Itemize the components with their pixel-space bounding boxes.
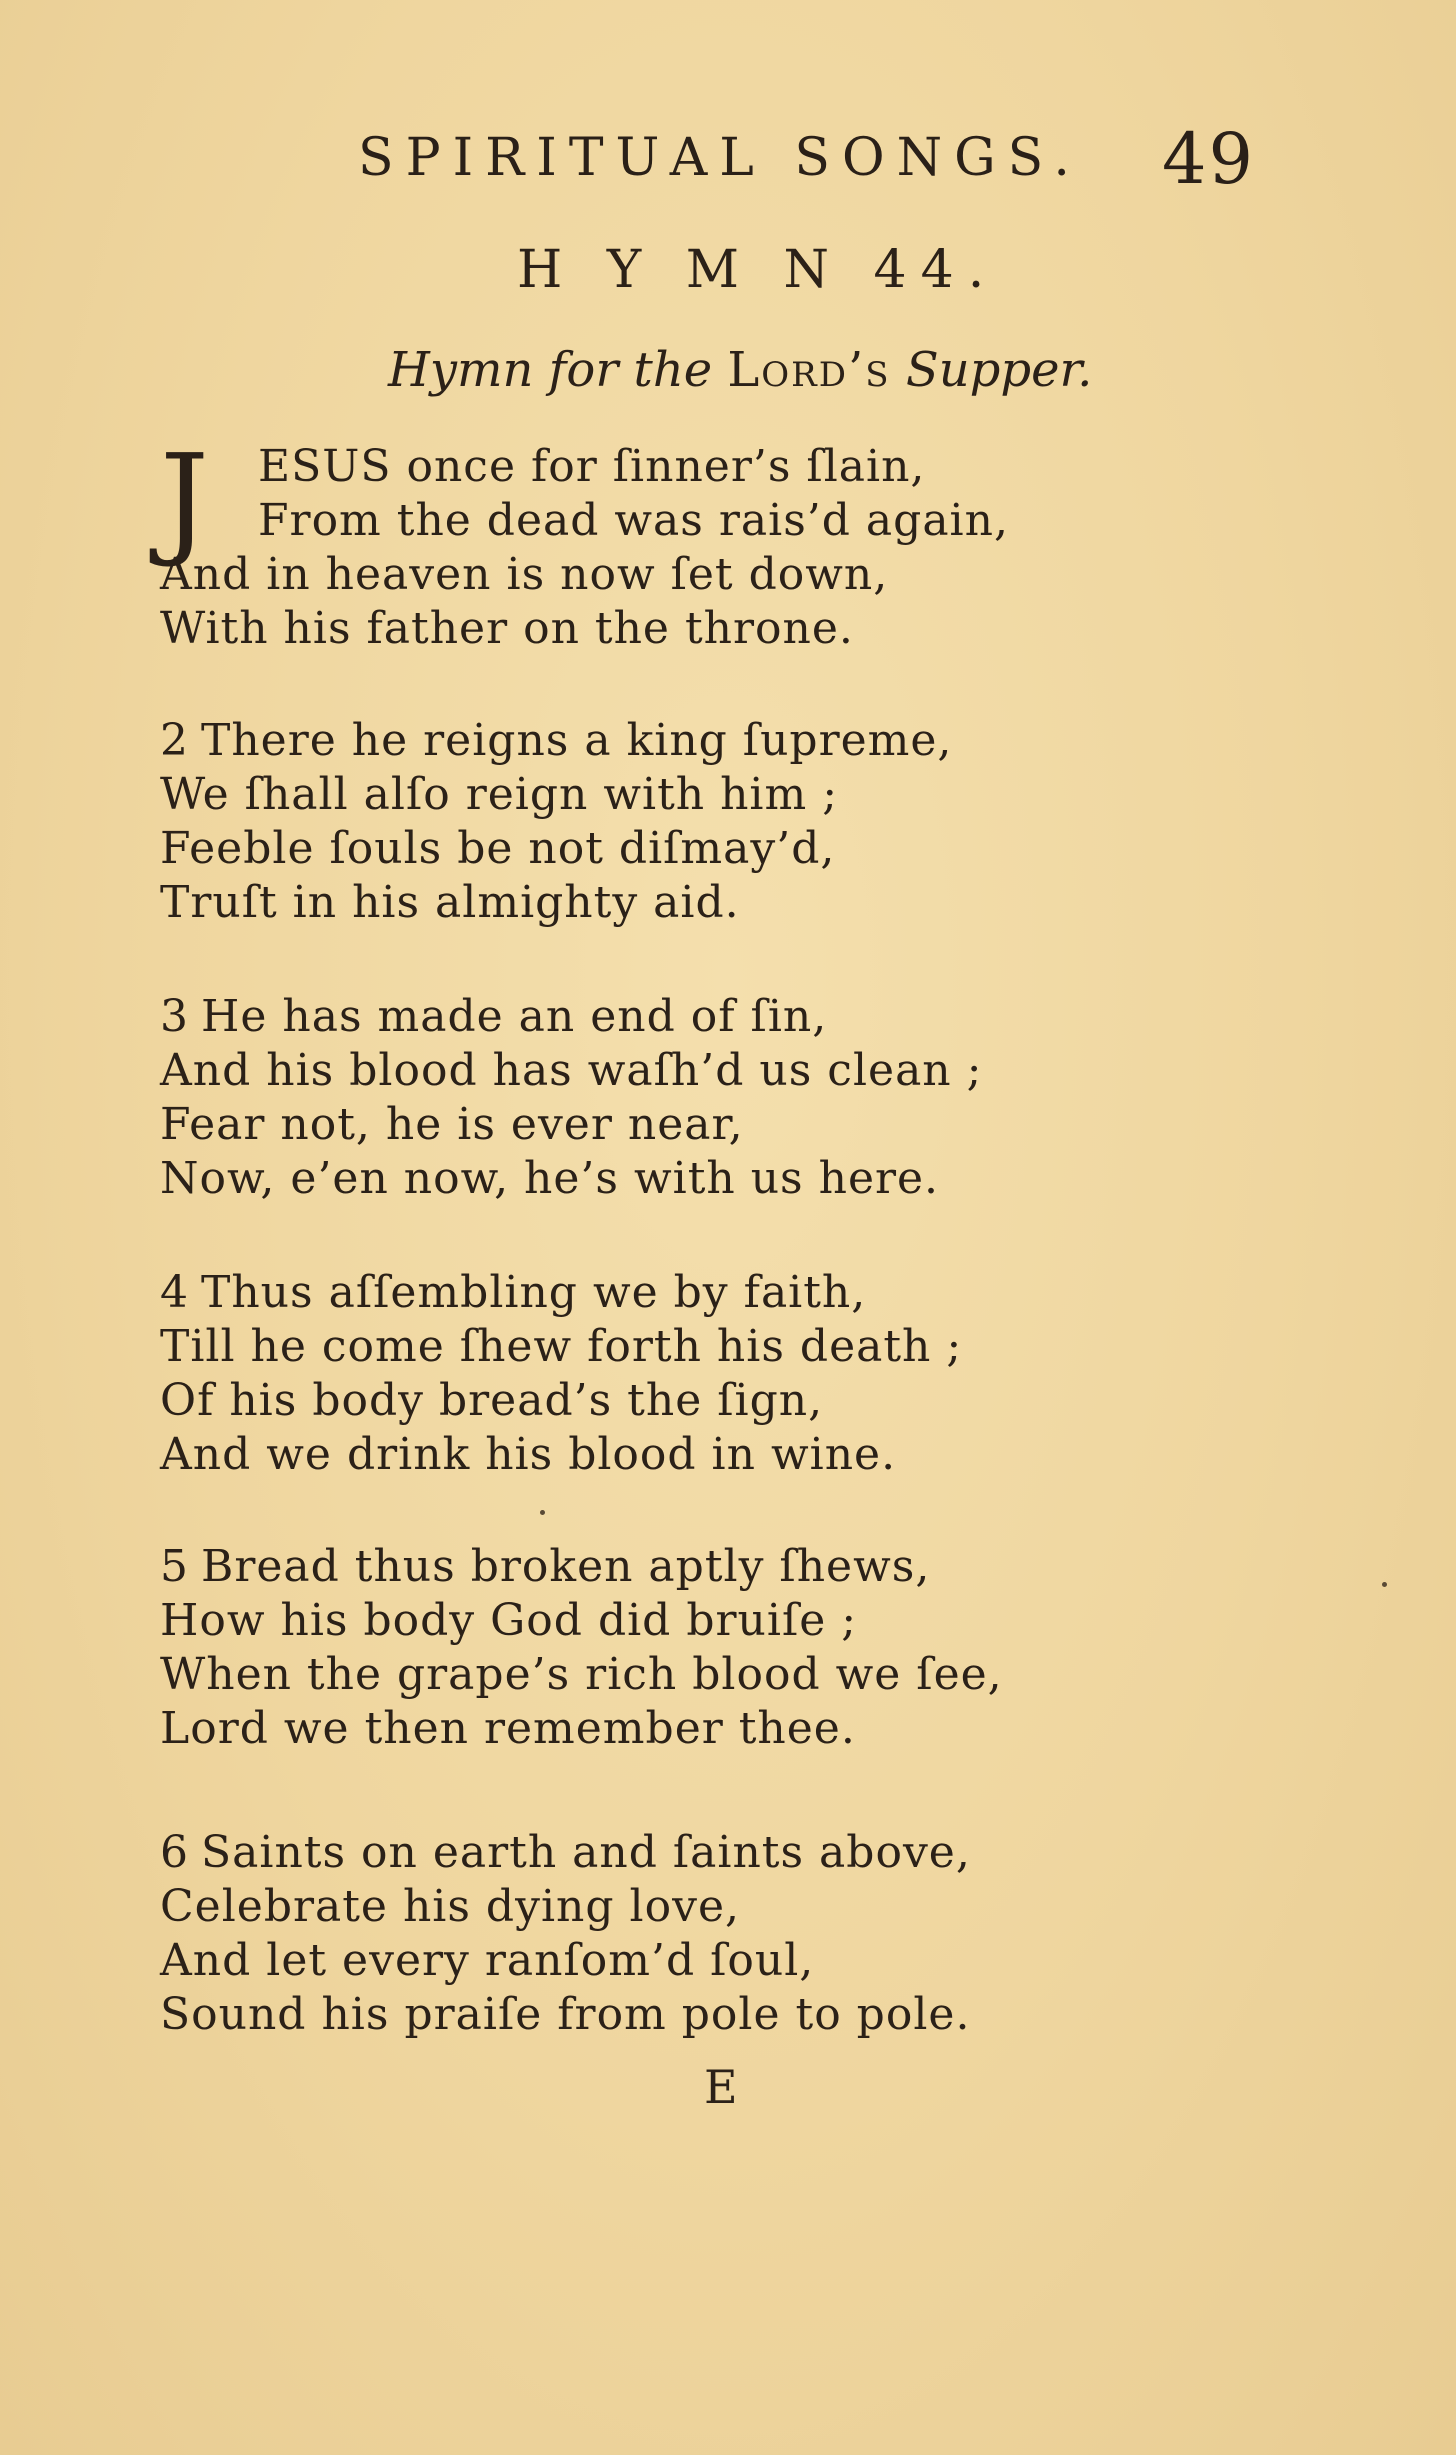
verse-line: [160, 1540, 1003, 1594]
verse-5: [160, 1540, 1003, 1756]
verse-line-text: Bread thus broken aptly ſhews,: [201, 1541, 931, 1592]
verse-line: And his blood has waſh’d us clean ;: [160, 1045, 983, 1096]
verse-number: 6: [160, 1827, 189, 1878]
verse-line: How his body God did bruiſe ;: [160, 1595, 858, 1646]
verse-line: Sound his praiſe from pole to pole.: [160, 1989, 971, 2040]
verse-line: And let every ranſom’d ſoul,: [160, 1935, 815, 1986]
verse-3: [160, 990, 982, 1206]
verse-number: 2: [160, 715, 189, 766]
verse-line: [160, 1826, 971, 1880]
verse-line: Fear not, he is ever near,: [160, 1099, 744, 1150]
verse-line: When the grape’s rich blood we ſee,: [160, 1649, 1003, 1700]
paper-speck: [1382, 1582, 1387, 1587]
page-number: 49: [1162, 118, 1256, 200]
verse-line: ESUS once for ſinner’s ſlain,: [258, 441, 926, 492]
subtitle-caps: Lord’s: [727, 342, 891, 398]
verse-4: [160, 1266, 962, 1482]
subtitle-prefix: Hymn for the: [388, 342, 713, 398]
verse-line-text: There he reigns a king ſupreme,: [201, 715, 953, 766]
signature-mark: E: [704, 2060, 738, 2114]
verse-line: And we drink his blood in wine.: [160, 1429, 897, 1480]
verse-line: Till he come ſhew forth his death ;: [160, 1321, 963, 1372]
verse-line: Now, e’en now, he’s with us here.: [160, 1153, 940, 1204]
drop-cap: J: [160, 428, 210, 570]
verse-number: 4: [160, 1267, 189, 1318]
verse-line: Feeble ſouls be not diſmay’d,: [160, 823, 836, 874]
verse-line: From the dead was rais’d again,: [258, 495, 1009, 546]
verse-line: With his father on the throne.: [160, 603, 854, 654]
verse-line: Truſt in his almighty aid.: [160, 877, 740, 928]
verse-1: [160, 428, 1009, 656]
verse-line-text: He has made an end of ſin,: [201, 991, 828, 1042]
hymn-title: H Y M N 44.: [517, 240, 999, 300]
verse-number: 5: [160, 1541, 189, 1592]
verse-line: Celebrate his dying love,: [160, 1881, 740, 1932]
verse-line: And in heaven is now ſet down,: [160, 549, 889, 600]
verse-line: [160, 990, 982, 1044]
paper-speck: [540, 1510, 545, 1515]
verse-line: Lord we then remember thee.: [160, 1703, 856, 1754]
verse-2: [160, 714, 952, 930]
hymn-subtitle: [388, 342, 1092, 398]
verse-6: [160, 1826, 971, 2042]
verse-line: We ſhall alſo reign with him ;: [160, 769, 839, 820]
verse-line-text: Thus aſſembling we by faith,: [201, 1267, 867, 1318]
verse-line-text: Saints on earth and ſaints above,: [201, 1827, 971, 1878]
subtitle-suffix: Supper.: [905, 342, 1093, 398]
verse-line: [160, 714, 952, 768]
verse-number: 3: [160, 991, 189, 1042]
verse-line: [160, 1266, 962, 1320]
running-title: SPIRITUAL SONGS.: [358, 128, 1082, 188]
verse-line: Of his body bread’s the ſign,: [160, 1375, 824, 1426]
